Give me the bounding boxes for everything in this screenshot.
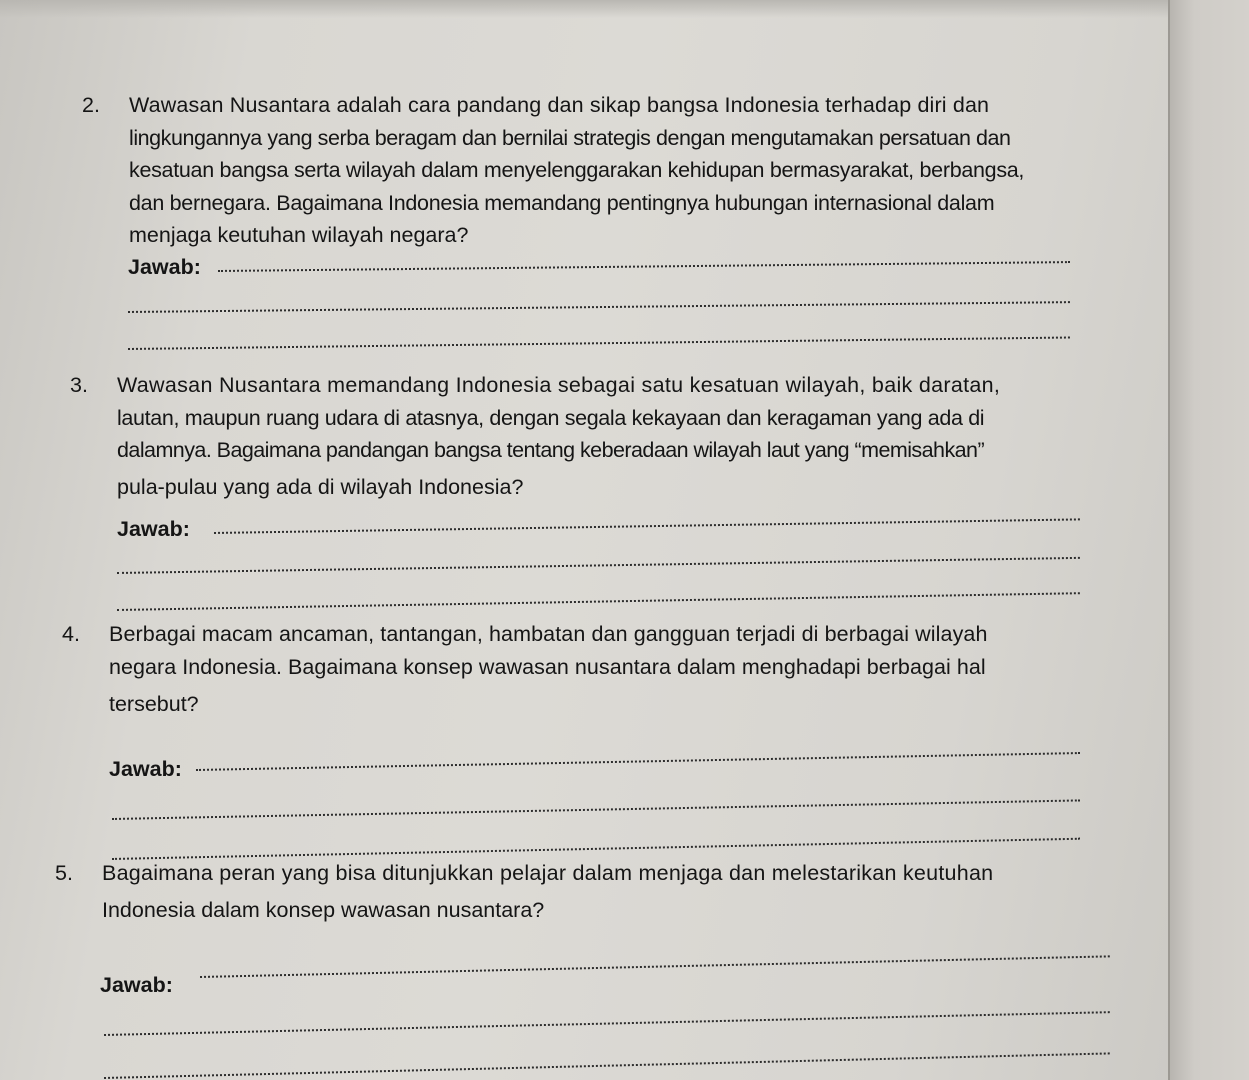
answer-label-3: Jawab: xyxy=(117,517,190,541)
question-number: 4. xyxy=(62,622,80,646)
question-3-line-4 xyxy=(70,471,1000,504)
question-4-line-2 xyxy=(62,651,988,684)
question-3-line-2 xyxy=(70,402,1000,435)
question-2-line-5 xyxy=(82,219,1024,252)
question-number: 3. xyxy=(70,373,88,397)
page-top-shadow xyxy=(0,0,1168,18)
question-4-line-3 xyxy=(62,688,988,721)
answer-line[interactable] xyxy=(200,955,1110,978)
question-2 xyxy=(82,89,1024,252)
question-text-line: Indonesia dalam konsep wawasan nusantara? xyxy=(102,897,545,922)
answer-line[interactable] xyxy=(196,752,1080,771)
question-text-line: tersebut? xyxy=(109,692,199,716)
question-2-line-1 xyxy=(82,89,1024,122)
answer-line[interactable] xyxy=(214,518,1080,534)
question-2-line-2 xyxy=(82,122,1024,155)
answer-line[interactable] xyxy=(104,1052,1110,1079)
answer-line[interactable] xyxy=(104,1011,1110,1036)
question-5-line-1 xyxy=(55,857,993,890)
answer-line[interactable] xyxy=(117,592,1080,611)
answer-line[interactable] xyxy=(128,336,1070,350)
adjacent-page-edge xyxy=(1168,0,1249,1080)
question-text-line: Bagaimana peran yang bisa ditunjukkan pelajar dalam menjaga dan melestarikan keutuhan xyxy=(102,861,994,885)
question-3-line-3 xyxy=(70,434,1000,467)
question-5 xyxy=(55,857,993,926)
question-text-line: pula-pulau yang ada di wilayah Indonesia? xyxy=(117,474,524,499)
question-3 xyxy=(70,369,1000,503)
question-3-line-1 xyxy=(70,369,1000,402)
question-2-line-3 xyxy=(82,154,1024,187)
question-text-line: menjaga keutuhan wilayah negara? xyxy=(129,223,469,247)
question-text-line: lingkungannya yang serba beragam dan bernilai strategis dengan mengutamakan persatuan dan xyxy=(129,125,1011,150)
question-text-line: Wawasan Nusantara adalah cara pandang dan sikap bangsa Indonesia terhadap diri dan xyxy=(129,93,990,117)
answer-line[interactable] xyxy=(128,301,1070,313)
question-text-line: dalamnya. Bagaimana pandangan bangsa tentang keberadaan wilayah laut yang “memisahkan” xyxy=(117,438,985,462)
question-text-line: Berbagai macam ancaman, tantangan, hambatan dan gangguan terjadi di berbagai wilayah xyxy=(109,622,988,646)
question-number: 2. xyxy=(82,93,100,117)
answer-label-4: Jawab: xyxy=(109,757,182,781)
question-text-line: lautan, maupun ruang udara di atasnya, dengan segala kekayaan dan keragaman yang ada di xyxy=(117,405,985,430)
question-number: 5. xyxy=(55,861,73,885)
answer-line[interactable] xyxy=(117,557,1080,574)
answer-line[interactable] xyxy=(112,799,1080,820)
question-5-line-2 xyxy=(55,894,993,927)
question-text-line: negara Indonesia. Bagaimana konsep wawasan nusantara dalam menghadapi berbagai hal xyxy=(109,654,986,679)
answer-label-2: Jawab: xyxy=(128,255,201,279)
question-text-line: kesatuan bangsa serta wilayah dalam menyelenggarakan kehidupan bermasyarakat, berbangsa, xyxy=(129,158,1025,182)
question-2-line-4 xyxy=(82,187,1024,220)
question-text-line: Wawasan Nusantara memandang Indonesia sebagai satu kesatuan wilayah, baik daratan, xyxy=(117,373,1001,397)
question-4-line-1 xyxy=(62,618,988,651)
question-text-line: dan bernegara. Bagaimana Indonesia memandang pentingnya hubungan internasional dalam xyxy=(129,190,995,215)
answer-label-5: Jawab: xyxy=(100,973,173,997)
answer-line[interactable] xyxy=(218,261,1070,272)
question-4 xyxy=(62,618,988,721)
